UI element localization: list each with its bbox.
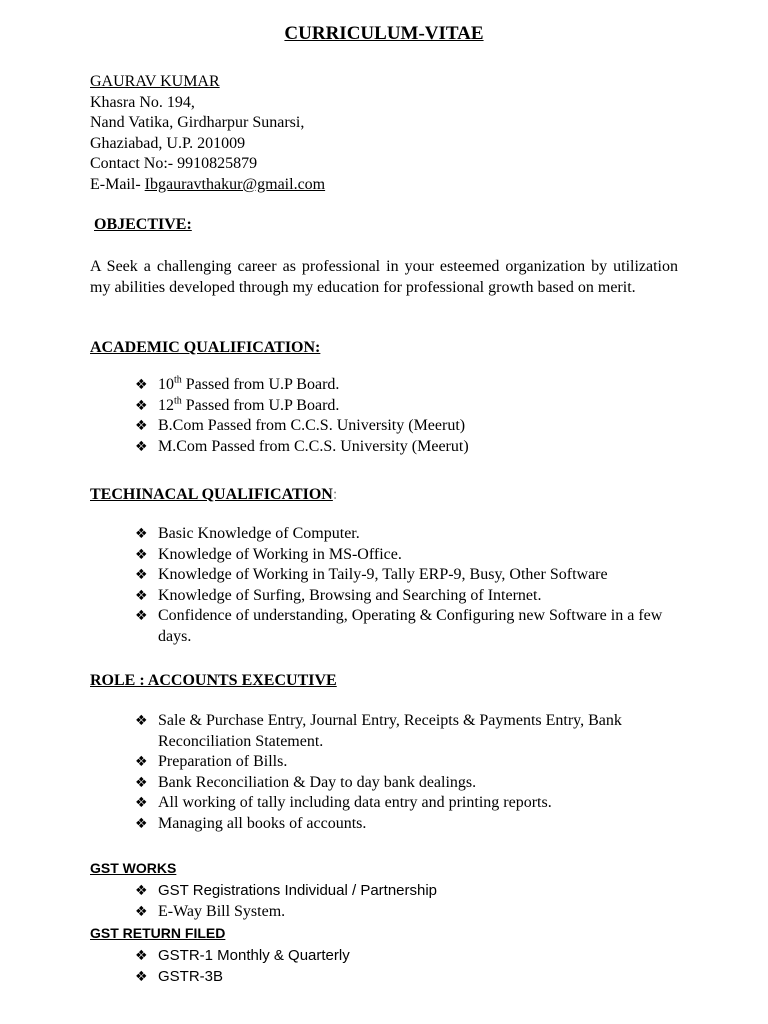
email-label: E-Mail- [90, 175, 145, 193]
gst-works-list [135, 881, 675, 922]
item-text: All working of tally including data entry and printing reports. [158, 794, 552, 811]
item-text: Confidence of understanding, Operating & Configuring new Software in a few days. [158, 607, 663, 645]
technical-list [135, 524, 675, 647]
four-diamond-bullet-icon: ❖ [135, 418, 148, 434]
four-diamond-bullet-icon: ❖ [135, 948, 148, 964]
contact-phone: Contact No:- 9910825879 [90, 155, 258, 172]
item-superscript: th [174, 374, 182, 386]
item-number: 12 [158, 396, 174, 414]
list-item [135, 793, 675, 814]
objective-text: A Seek a challenging career as professional in your esteemed organization by utilization my abilities developed through my education for professional growth based on merit. [90, 258, 678, 296]
item-text: Preparation of Bills. [158, 753, 288, 770]
item-superscript: th [174, 395, 182, 407]
document-title: CURRICULUM-VITAE [284, 23, 484, 44]
address-line-2: Nand Vatika, Girdharpur Sunarsi, [90, 114, 305, 131]
technical-heading-wrap [90, 485, 678, 506]
gst-return-list [135, 946, 675, 987]
gst-return-heading: GST RETURN FILED [90, 925, 226, 941]
address-line-1: Khasra No. 194, [90, 93, 195, 111]
academic-list [135, 375, 675, 457]
gst-return-list-wrap [135, 946, 675, 987]
list-item [135, 711, 675, 752]
four-diamond-bullet-icon: ❖ [135, 968, 148, 985]
technical-list-wrap [135, 524, 675, 647]
four-diamond-bullet-icon: ❖ [135, 795, 148, 811]
four-diamond-bullet-icon: ❖ [135, 883, 148, 899]
role-list-wrap [135, 711, 675, 834]
technical-heading-colon: : [332, 486, 338, 503]
four-diamond-bullet-icon: ❖ [135, 438, 148, 455]
role-heading: ROLE : ACCOUNTS EXECUTIVE [90, 672, 337, 689]
item-text: GSTR-1 Monthly & Quarterly [158, 947, 350, 964]
list-item [135, 586, 675, 607]
item-text: GSTR-3B [158, 967, 224, 985]
list-item [135, 881, 675, 902]
list-item [135, 814, 675, 835]
four-diamond-bullet-icon: ❖ [135, 567, 148, 583]
role-list [135, 711, 675, 834]
four-diamond-bullet-icon: ❖ [135, 608, 148, 624]
item-text: B.Com Passed from C.C.S. University (Meerut) [158, 417, 466, 434]
list-item [135, 902, 675, 923]
academic-heading-wrap [90, 338, 678, 359]
list-item [135, 524, 675, 545]
gst-works-heading-wrap [90, 858, 678, 880]
list-item [135, 437, 675, 458]
list-item [135, 396, 675, 417]
four-diamond-bullet-icon: ❖ [135, 377, 148, 393]
role-heading-wrap [90, 671, 678, 692]
four-diamond-bullet-icon: ❖ [135, 546, 148, 563]
gst-works-list-wrap [135, 881, 675, 922]
four-diamond-bullet-icon: ❖ [135, 754, 148, 770]
four-diamond-bullet-icon: ❖ [135, 903, 148, 920]
list-item [135, 545, 675, 566]
item-text: M.Com Passed from C.C.S. University (Meerut) [158, 437, 469, 455]
item-text: Knowledge of Working in MS-Office. [158, 545, 402, 563]
list-item [135, 967, 675, 988]
list-item [135, 773, 675, 794]
item-number: 10 [158, 376, 174, 393]
four-diamond-bullet-icon: ❖ [135, 774, 148, 791]
list-item [135, 752, 675, 773]
four-diamond-bullet-icon: ❖ [135, 526, 148, 542]
academic-heading: ACADEMIC QUALIFICATION: [90, 339, 321, 356]
email-link[interactable]: Ibgauravthakur@gmail.com [144, 175, 326, 193]
list-item [135, 565, 675, 586]
list-item [135, 416, 675, 437]
item-text: Knowledge of Working in Taily-9, Tally ERP-9, Busy, Other Software [158, 566, 608, 583]
four-diamond-bullet-icon: ❖ [135, 815, 148, 832]
item-text: Passed from U.P Board. [181, 376, 340, 393]
item-text: Passed from U.P Board. [181, 396, 340, 414]
list-item [135, 375, 675, 396]
objective-heading: OBJECTIVE: [94, 216, 192, 233]
candidate-name: GAURAV KUMAR [90, 73, 220, 90]
gst-works-heading: GST WORKS [90, 860, 177, 876]
four-diamond-bullet-icon: ❖ [135, 587, 148, 604]
item-text: Basic Knowledge of Computer. [158, 525, 360, 542]
item-text: Managing all books of accounts. [158, 814, 367, 832]
address-line-3: Ghaziabad, U.P. 201009 [90, 134, 246, 152]
four-diamond-bullet-icon: ❖ [135, 713, 148, 729]
item-text: Knowledge of Surfing, Browsing and Searching of Internet. [158, 586, 542, 604]
item-text: GST Registrations Individual / Partnership [158, 882, 438, 899]
item-text: Sale & Purchase Entry, Journal Entry, Receipts & Payments Entry, Bank Reconciliation Statement. [158, 712, 622, 750]
list-item [135, 946, 675, 967]
technical-heading: TECHINACAL QUALIFICATION [90, 486, 333, 503]
academic-list-wrap [135, 375, 675, 457]
gst-return-heading-wrap [90, 923, 678, 945]
item-text: Bank Reconciliation & Day to day bank dealings. [158, 773, 477, 791]
contact-block [90, 72, 678, 195]
item-text: E-Way Bill System. [158, 902, 286, 920]
list-item [135, 606, 675, 647]
four-diamond-bullet-icon: ❖ [135, 397, 148, 414]
email-row [90, 175, 678, 196]
objective-heading-wrap [94, 215, 682, 236]
